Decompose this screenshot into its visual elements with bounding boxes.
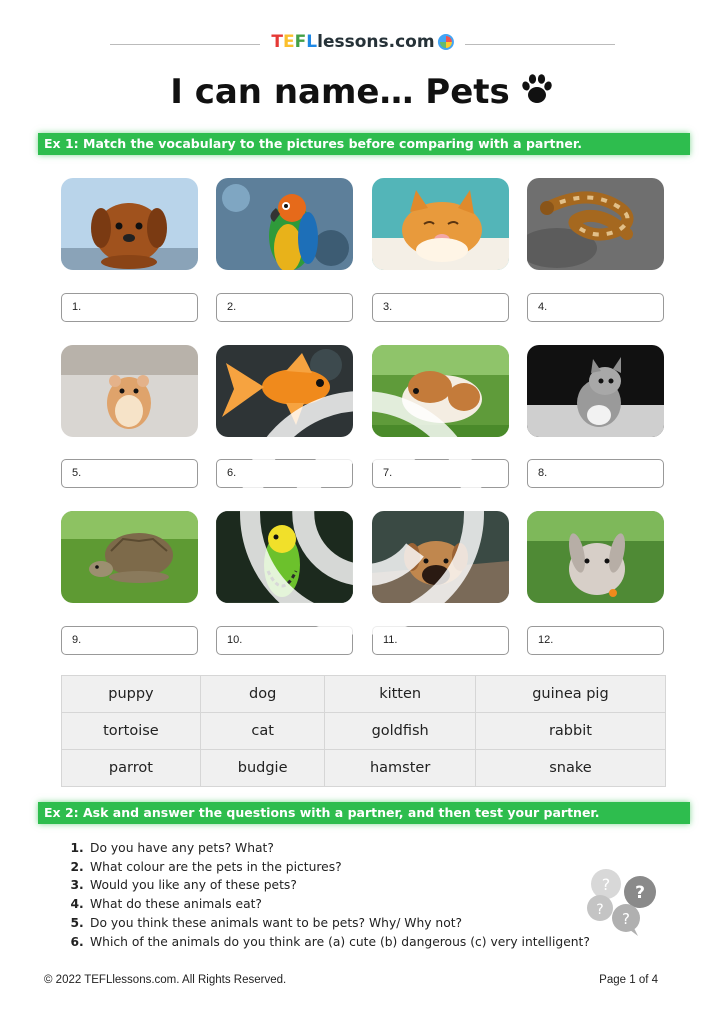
brand-header [110, 32, 615, 56]
table-row [62, 713, 666, 750]
parrot-photo [216, 178, 353, 270]
hamster-photo [61, 345, 198, 437]
list-item: 2. What colour are the pets in the pictures? [88, 858, 590, 877]
brand-divider-left [110, 44, 260, 45]
page-title: I can name… Pets [0, 72, 724, 115]
list-item: 4. What do these animals eat? [88, 895, 590, 914]
dog-photo [372, 511, 509, 603]
snake-photo [527, 178, 664, 270]
vocab-cell: puppy [62, 676, 201, 713]
goldfish-photo [216, 345, 353, 437]
answer-box-3[interactable]: 3. [372, 293, 509, 322]
page-number: Page 1 of 4 [599, 974, 658, 986]
answer-box-7[interactable]: 7. [372, 459, 509, 488]
list-item: 3. Would you like any of these pets? [88, 876, 590, 895]
vocabulary-table [61, 675, 666, 787]
brand-logo: TEFLlessons.com [265, 32, 459, 52]
exercise-1-heading: Ex 1: Match the vocabulary to the pictures before comparing with a partner. [38, 133, 690, 155]
vocab-cell: hamster [325, 750, 475, 787]
svg-text:?: ? [622, 910, 630, 928]
vocab-cell: budgie [200, 750, 325, 787]
table-row [62, 676, 666, 713]
svg-text:?: ? [601, 875, 611, 894]
globe-icon [438, 34, 454, 50]
table-row [62, 750, 666, 787]
copyright-notice: © 2022 TEFLlessons.com. All Rights Reserved. [44, 974, 287, 986]
question-list [66, 839, 590, 951]
answer-box-1[interactable]: 1. [61, 293, 198, 322]
svg-text:?: ? [635, 883, 645, 903]
answer-box-4[interactable]: 4. [527, 293, 664, 322]
vocab-cell: rabbit [475, 713, 665, 750]
svg-text:?: ? [596, 902, 604, 918]
exercise-2-heading: Ex 2: Ask and answer the questions with a partner, and then test your partner. [38, 802, 690, 824]
answer-box-5[interactable]: 5. [61, 459, 198, 488]
answer-box-8[interactable]: 8. [527, 459, 664, 488]
brand-divider-right [465, 44, 615, 45]
tortoise-photo [61, 511, 198, 603]
answer-box-6[interactable]: 6. [216, 459, 353, 488]
rabbit-photo [527, 511, 664, 603]
vocab-cell: snake [475, 750, 665, 787]
vocab-cell: cat [200, 713, 325, 750]
paw-print-icon [520, 72, 554, 115]
answer-box-12[interactable]: 12. [527, 626, 664, 655]
list-item: 1. Do you have any pets? What? [88, 839, 590, 858]
answer-box-10[interactable]: 10. [216, 626, 353, 655]
cat-photo [372, 178, 509, 270]
puppy-photo [61, 178, 198, 270]
vocab-cell: parrot [62, 750, 201, 787]
list-item: 5. Do you think these animals want to be pets? Why/ Why not? [88, 914, 590, 933]
answer-box-11[interactable]: 11. [372, 626, 509, 655]
speech-bubbles-icon [582, 866, 664, 938]
list-item: 6. Which of the animals do you think are (a) cute (b) dangerous (c) very intelligent? [88, 933, 590, 952]
vocab-cell: guinea pig [475, 676, 665, 713]
budgie-photo [216, 511, 353, 603]
kitten-photo [527, 345, 664, 437]
answer-box-9[interactable]: 9. [61, 626, 198, 655]
vocab-cell: tortoise [62, 713, 201, 750]
guinea-pig-photo [372, 345, 509, 437]
vocab-cell: dog [200, 676, 325, 713]
vocab-cell: kitten [325, 676, 475, 713]
answer-box-2[interactable]: 2. [216, 293, 353, 322]
vocab-cell: goldfish [325, 713, 475, 750]
